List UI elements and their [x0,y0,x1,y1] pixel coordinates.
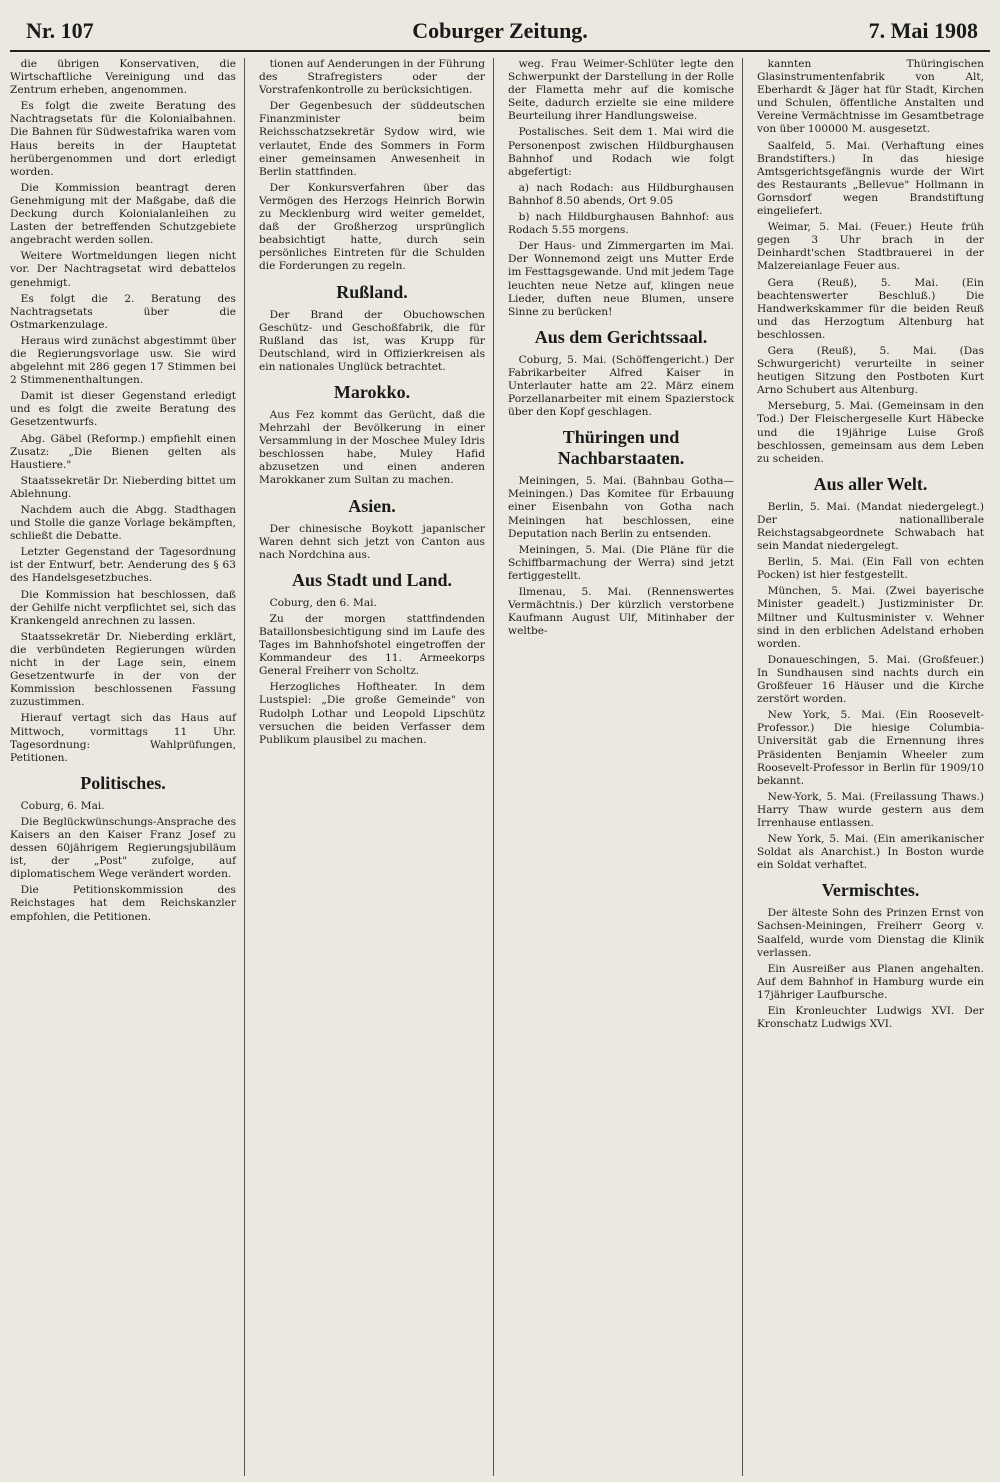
article-paragraph: Gera (Reuß), 5. Mai. (Das Schwurgericht) verurteilte in seiner heutigen Sitzung den Postboten Kurt Arno Schubert aus Altenburg. [757,344,984,397]
article-paragraph: Staatssekretär Dr. Nieberding bittet um Ablehnung. [10,474,236,500]
article-paragraph: Abg. Gäbel (Reformp.) empfiehlt einen Zusatz: „Die Bienen gelten als Haustiere." [10,432,236,471]
article-paragraph: Weimar, 5. Mai. (Feuer.) Heute früh gegen 3 Uhr brach in der Deinhardt'schen Stadtbrauerei in der Malzereianlage Feuer aus. [757,221,984,273]
article-paragraph: Die Kommission beantragt deren Genehmigung mit der Maßgabe, daß die Deckung durch Kolonialanleihen zu Lasten der betreffenden Schutzgebiete angebracht werden sollen. [10,181,236,247]
article-paragraph: Damit ist dieser Gegenstand erledigt und es folgt die zweite Beratung des Gesetzentwurfs. [10,390,236,429]
column-1 [10,58,245,1476]
article-paragraph: kannten Thüringischen Glasinstrumentenfabrik von Alt, Eberhardt & Jäger hat für Stadt, Kirchen und Schulen, öffentliche Anstalten und Vereine Vermächtnisse im Gesamtbetrage von über 100000 M. ausgesetzt. [757,58,984,136]
article-paragraph: Der älteste Sohn des Prinzen Ernst von Sachsen-Meiningen, Freiherr Georg v. Saalfeld, wurde vom Dienstag die Klinik verlassen. [757,907,984,959]
article-paragraph: Zu der morgen stattfindenden Bataillonsbesichtigung sind im Laufe des Tages im Bahnhofshotel eingetroffen der Kommandeur des 11. Armeekorps General Freiherr von Scholtz. [259,612,485,678]
article-paragraph: Postalisches. Seit dem 1. Mai wird die Personenpost zwischen Hildburghausen Bahnhof und Rodach wie folgt abgefertigt: [508,126,734,178]
article-paragraph: Die Petitionskommission des Reichstages hat dem Reichskanzler empfohlen, die Petitionen. [10,884,236,923]
article-paragraph: Letzter Gegenstand der Tagesordnung ist der Entwurf, betr. Aenderung des § 63 des Handelsgesetzbuches. [10,546,236,585]
article-paragraph: Heraus wird zunächst abgestimmt über die Regierungsvorlage usw. Sie wird abgelehnt mit 286 gegen 17 Stimmen bei 2 Stimmenenthaltungen. [10,334,236,387]
newspaper-title: Coburger Zeitung. [412,18,588,43]
article-paragraph: Es folgt die 2. Beratung des Nachtragsetats über die Ostmarkenzulage. [10,292,236,331]
section-heading: Rußland. [336,281,408,302]
article-paragraph: New York, 5. Mai. (Ein amerikanischer Soldat als Anarchist.) In Boston wurde ein Soldat verhaftet. [757,833,984,872]
article-paragraph: Der Gegenbesuch der süddeutschen Finanzminister beim Reichsschatzsekretär Sydow wird, wie verlautet, Ende des Sommers in Form einer gemeinsamen Anwesenheit in Berlin stattfinden. [259,100,485,178]
article-paragraph: Staatssekretär Dr. Nieberding erklärt, die verbündeten Regierungen würden nicht in der Lage sein, einem Gesetzentwurfe in der von der Kommission beschlossenen Fassung zuzustimmen. [10,630,236,709]
columns [10,58,992,1476]
article-paragraph: Meiningen, 5. Mai. (Bahnbau Gotha—Meiningen.) Das Komitee für Erbauung einer Eisenbahn von Gotha nach Meiningen hat beschlossen, eine Deputation nach Berlin zu entsenden. [508,475,734,540]
article-paragraph: Aus Fez kommt das Gerücht, daß die Mehrzahl der Bevölkerung in einer Versammlung in der Moschee Muley Idris beschlossen habe, Muley Hafid abzusetzen und einen anderen Marokkaner zum Sultan zu machen. [259,408,485,487]
article-paragraph: Weitere Wortmeldungen liegen nicht vor. Der Nachtragsetat wird debattelos genehmigt. [10,250,236,289]
article-paragraph: Ilmenau, 5. Mai. (Rennenswertes Vermächtnis.) Der kürzlich verstorbene Kaufmann August Ulf, Mitinhaber der weltbe- [508,586,734,638]
article-paragraph: tionen auf Aenderungen in der Führung des Strafregisters oder der Vorstrafenkontrolle zu berücksichtigen. [259,58,485,97]
section-heading: Aus Stadt und Land. [291,569,453,590]
article-paragraph: Der Konkursverfahren über das Vermögen des Herzogs Heinrich Borwin zu Mecklenburg wird weiter gemeldet, daß der Großherzog ursprünglich beabsichtigt hatte, durch sein persönliches Eintreten für die Schulden die Forderungen zu regeln. [259,181,485,273]
section-heading: Thüringen und Nachbarstaaten. [557,427,685,469]
article-paragraph: Gera (Reuß), 5. Mai. (Ein beachtenswerter Beschluß.) Die Handwerkskammer für die beiden Reuß und das Herzogtum Altenburg hat beschlossen. [757,276,984,341]
article-paragraph: Coburg, 6. Mai. [20,799,105,812]
article-paragraph: Hierauf vertagt sich das Haus auf Mittwoch, vormittags 11 Uhr. Tagesordnung: Wahlprüfungen, Petitionen. [10,712,236,764]
article-paragraph: Es folgt die zweite Beratung des Nachtragsetats für die Kolonialbahnen. Die Bahnen für Südwestafrika waren vom Haus bereits in der Hauptetat herübergenommen und dort erledigt worden. [10,100,236,178]
article-paragraph: b) nach Hildburghausen Bahnhof: aus Rodach 5.55 morgens. [508,211,734,237]
article-paragraph: Die Kommission hat beschlossen, daß der Gehilfe nicht verpflichtet sei, sich das Krankengeld anrechnen zu lassen. [10,588,236,627]
section-heading: Vermischtes. [821,880,920,901]
article-paragraph: New York, 5. Mai. (Ein Roosevelt-Professor.) Die hiesige Columbia-Universität gab die Ernennung ihres Präsidenten Benjamin Wheeler zum Roosevelt-Professor in Berlin für 1909/10 bekannt. [757,709,984,787]
article-paragraph: Coburg, 5. Mai. (Schöffengericht.) Der Fabrikarbeiter Alfred Kaiser in Unterlauter hatte am 22. März einem Porzellanarbeiter mit einem Spazierstock über den Kopf geschlagen. [508,353,734,419]
article-paragraph: die übrigen Konservativen, die Wirtschaftliche Vereinigung und das Zentrum erheben, angenommen. [10,58,236,97]
article-paragraph: New-York, 5. Mai. (Freilassung Thaws.) Harry Thaw wurde gestern aus dem Irrenhause entlassen. [757,790,984,829]
column-2 [259,58,494,1476]
article-paragraph: Der chinesische Boykott japanischer Waren dehnt sich jetzt von Canton aus nach Nordchina aus. [259,522,485,561]
article-paragraph: Berlin, 5. Mai. (Ein Fall von echten Pocken) ist hier festgestellt. [757,556,984,582]
article-paragraph: Der Haus- und Zimmergarten im Mai. Der Wonnemond zeigt uns Mutter Erde im Festtagsgewande. Und mit jedem Tage leuchten neue Netze auf, klingen neue Lieder, duften neue Blumen, unsere Sinne zu berücken! [508,240,734,318]
article-paragraph: Donaueschingen, 5. Mai. (Großfeuer.) In Sundhausen sind nachts durch ein Großfeuer 16 Häuser und die Kirche zerstört worden. [757,653,984,706]
column-4 [757,58,992,1476]
article-paragraph: München, 5. Mai. (Zwei bayerische Minister geadelt.) Justizminister Dr. Miltner und Kultusminister v. Wehner sind in den erblichen Adelstand erhoben worden. [757,585,984,650]
section-heading: Asien. [348,495,396,516]
article-paragraph: a) nach Rodach: aus Hildburghausen Bahnhof 8.50 abends, Ort 9.05 [508,181,734,207]
article-paragraph: Nachdem auch die Abgg. Stadthagen und Stolle die ganze Vorlage bekämpften, schließt die Debatte. [10,504,236,543]
article-paragraph: Herzogliches Hoftheater. In dem Lustspiel: „Die große Gemeinde" von Rudolph Lothar und Leopold Lipschütz versuchen die beiden Verfasser dem Publikum plausibel zu machen. [259,681,485,746]
article-paragraph: Coburg, den 6. Mai. [269,596,377,609]
masthead [10,10,990,52]
issue-number: Nr. 107 [26,18,94,43]
section-heading: Politisches. [80,772,166,793]
article-paragraph: Ein Kronleuchter Ludwigs XVI. Der Kronschatz Ludwigs XVI. [757,1005,984,1031]
article-paragraph: Saalfeld, 5. Mai. (Verhaftung eines Brandstifters.) In das hiesige Amtsgerichtsgefängnis wurde der Wirt des Restaurants „Bellevue" Hollmann in Gornsdorf wegen Brandstiftung eingeliefert. [757,139,984,218]
article-paragraph: Die Beglückwünschungs-Ansprache des Kaisers an den Kaiser Franz Josef zu dessen 60jährigem Regierungsjubiläum ist, der „Post" zufolge, auf diplomatischem Wege verändert worden. [10,815,236,881]
article-paragraph: Berlin, 5. Mai. (Mandat niedergelegt.) Der nationalliberale Reichstagsabgeordnete Schwabach hat sein Mandat niedergelegt. [757,500,984,553]
article-paragraph: Meiningen, 5. Mai. (Die Pläne für die Schiffbarmachung der Werra) sind jetzt fertiggestellt. [508,543,734,582]
article-paragraph: Merseburg, 5. Mai. (Gemeinsam in den Tod.) Der Fleischergeselle Kurt Häbecke und die 19jährige Luise Groß beschlossen, gemeinsam aus dem Leben zu scheiden. [757,400,984,465]
section-heading: Marokko. [333,381,411,402]
article-paragraph: Ein Ausreißer aus Planen angehalten. Auf dem Bahnhof in Hamburg wurde ein 17jähriger Laufbursche. [757,962,984,1001]
article-paragraph: weg. Frau Weimer-Schlüter legte den Schwerpunkt der Darstellung in der Rolle der Flametta mehr auf die komische Seite, dadurch erzielte sie eine mildere Beurteilung ihrer Handlungsweise. [508,58,734,123]
column-3 [508,58,743,1476]
section-heading: Aus dem Gerichtssaal. [534,326,708,347]
article-paragraph: Der Brand der Obuchowschen Geschütz- und Geschoßfabrik, die für Rußland das ist, was Krupp für Deutschland, wird in Offizierkreisen als ein nationales Unglück betrachtet. [259,308,485,373]
issue-date: 7. Mai 1908 [868,18,978,43]
section-heading: Aus aller Welt. [813,473,928,494]
